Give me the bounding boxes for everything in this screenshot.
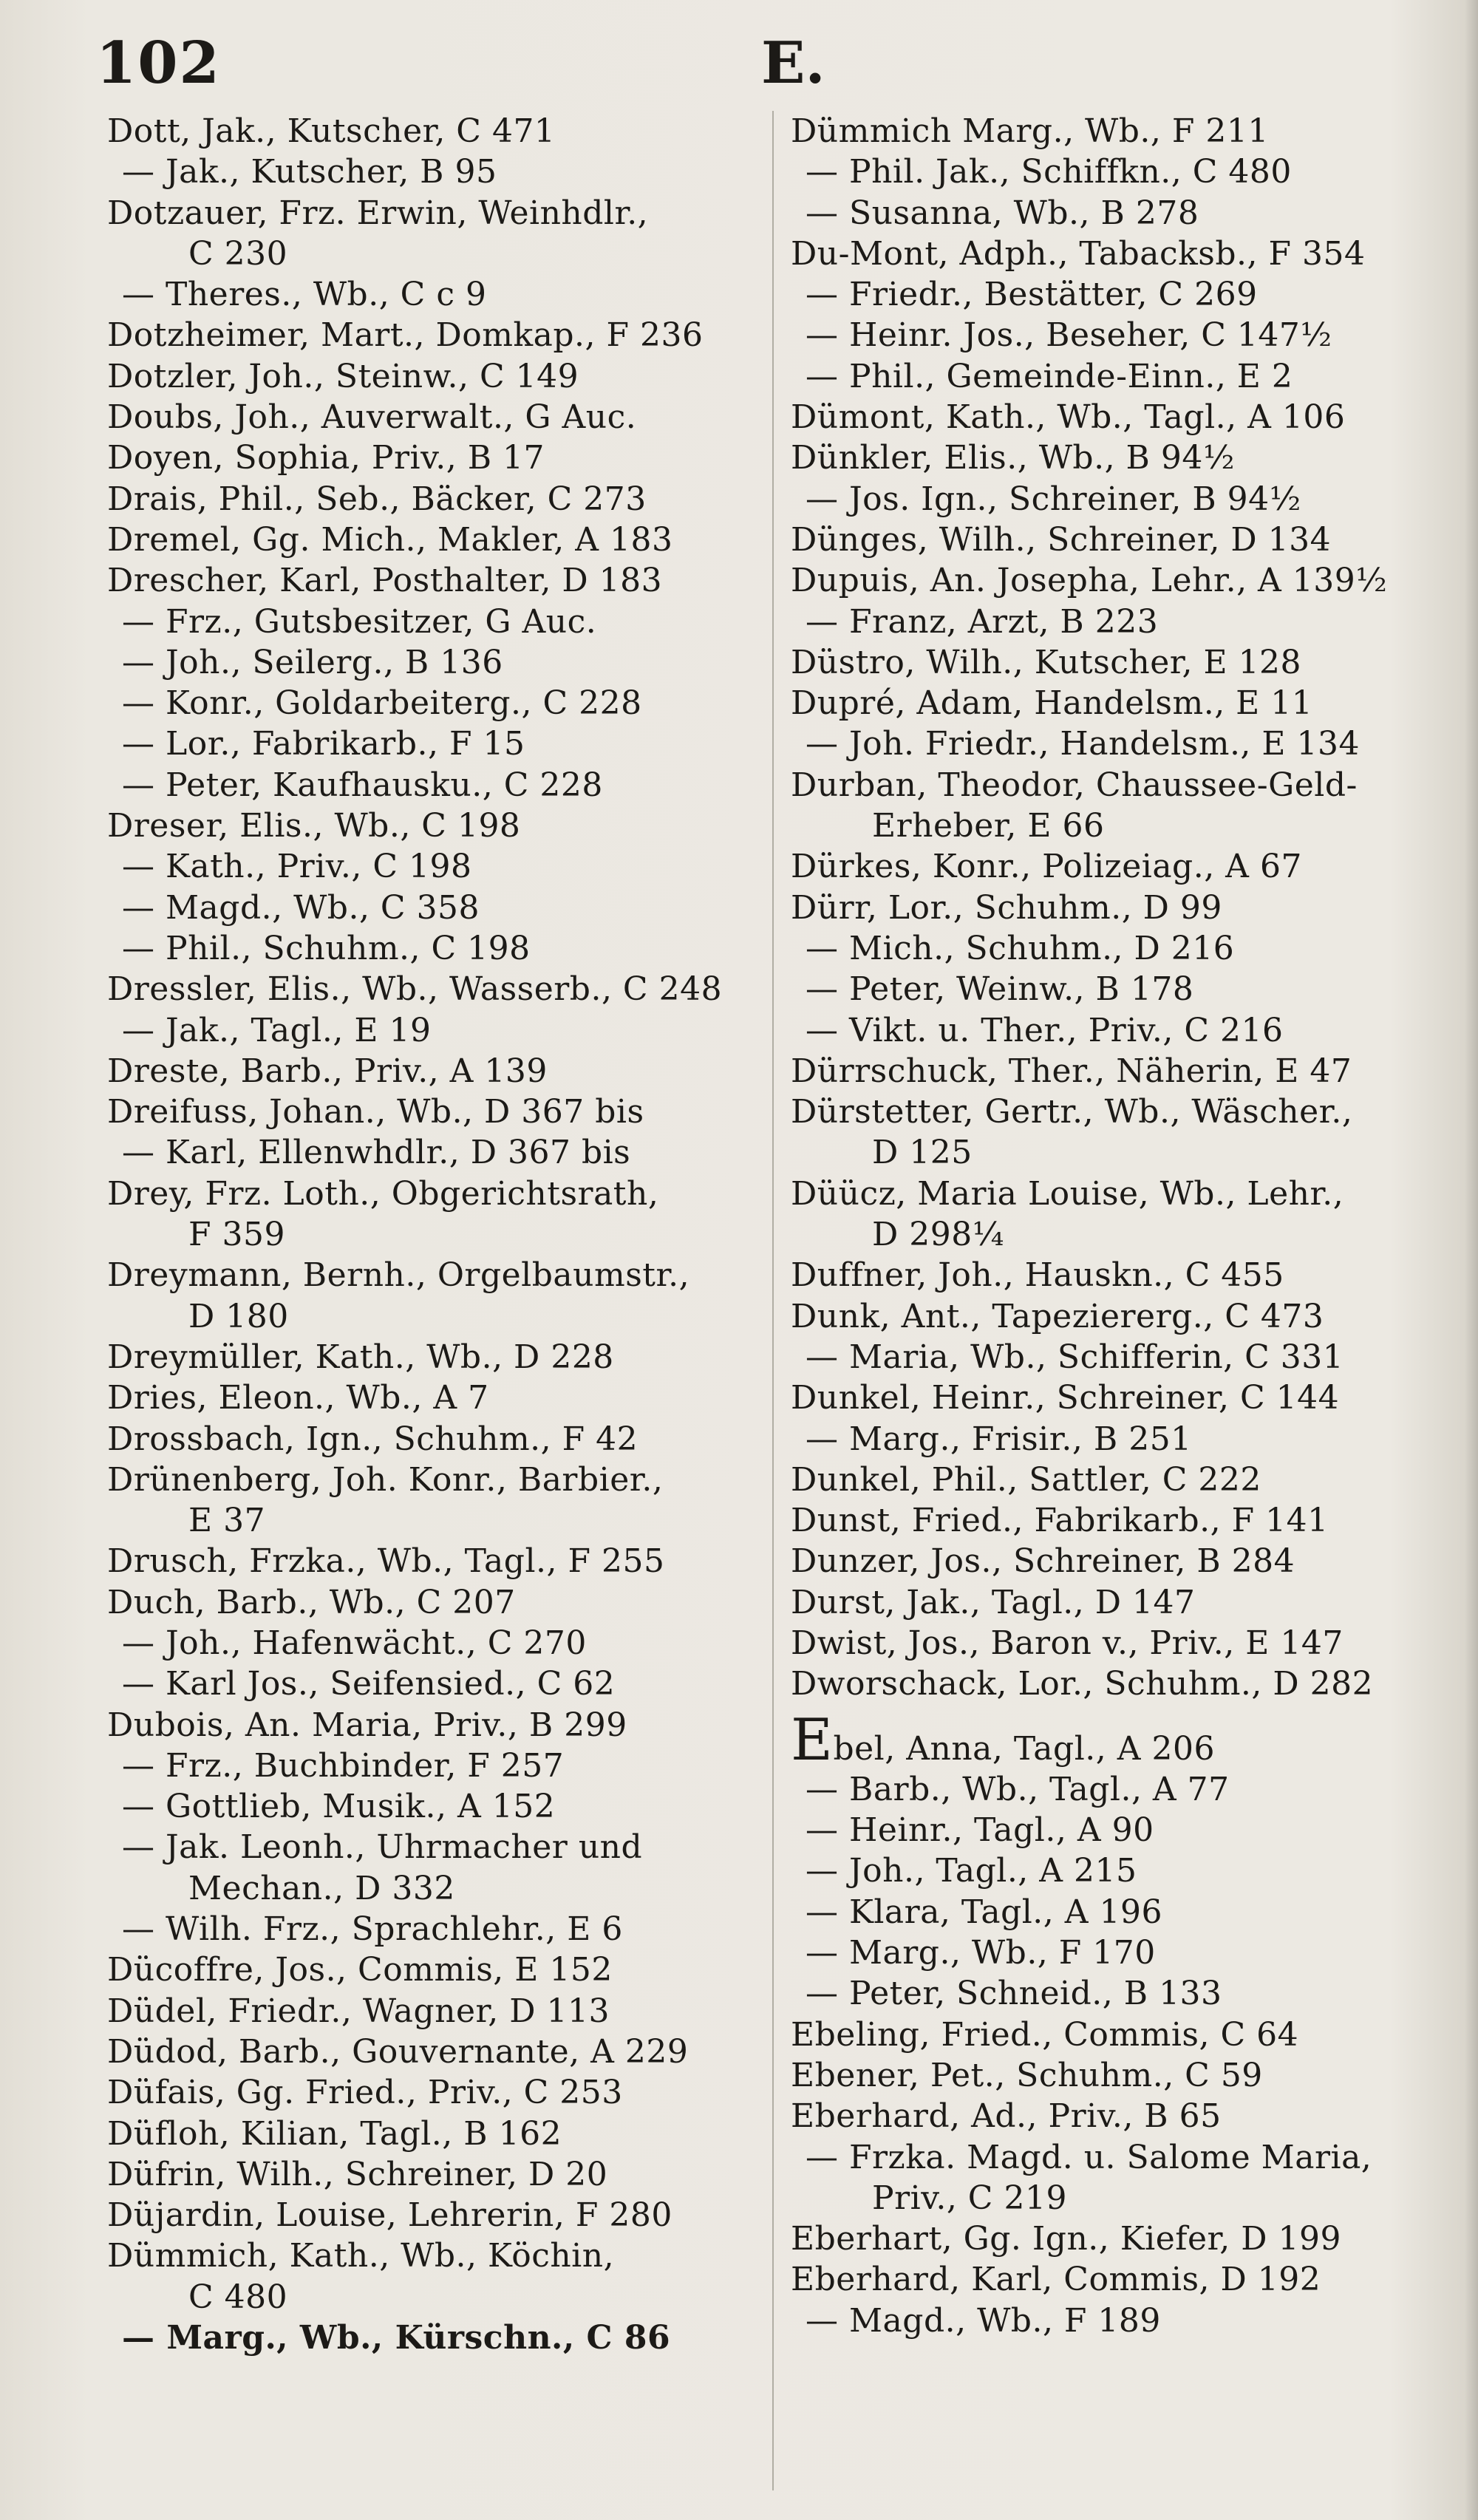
directory-entry: Drünenberg, Joh. Konr., Barbier.,: [107, 1460, 664, 1499]
directory-entry: — Joh., Tagl., A 215: [806, 1852, 1137, 1890]
directory-entry: Dries, Eleon., Wb., A 7: [107, 1379, 489, 1417]
directory-entry: Düdel, Friedr., Wagner, D 113: [107, 1992, 610, 2030]
directory-entry: Eberhard, Karl, Commis, D 192: [791, 2261, 1321, 2299]
directory-entry-continuation: E 37: [188, 1502, 266, 1540]
directory-entry: Dremel, Gg. Mich., Makler, A 183: [107, 520, 673, 559]
directory-entry: Eberhart, Gg. Ign., Kiefer, D 199: [791, 2220, 1341, 2258]
directory-entry: Dürstetter, Gertr., Wb., Wäscher.,: [791, 1093, 1353, 1131]
section-gap: [791, 1705, 1456, 1726]
directory-entry: — Frz., Gutsbesitzer, G Auc.: [122, 602, 597, 641]
directory-entry: — Lor., Fabrikarb., F 15: [122, 725, 525, 763]
directory-entry: — Frz., Buchbinder, F 257: [122, 1746, 565, 1785]
directory-entry-continuation: Erheber, E 66: [872, 807, 1105, 845]
directory-entry: Dotzauer, Frz. Erwin, Weinhdlr.,: [107, 194, 649, 232]
directory-entry: Dürkes, Konr., Polizeiag., A 67: [791, 848, 1302, 886]
directory-entry: Drescher, Karl, Posthalter, D 183: [107, 562, 663, 600]
directory-entry: — Heinr., Tagl., A 90: [806, 1811, 1154, 1850]
directory-entry: — Klara, Tagl., A 196: [806, 1893, 1163, 1931]
directory-entry: — Marg., Wb., Kürschn., C 86: [122, 2319, 671, 2357]
directory-entry: — Gottlieb, Musik., A 152: [122, 1788, 556, 1826]
directory-entry: — Jak., Kutscher, B 95: [122, 153, 497, 191]
directory-entry: Dreymüller, Kath., Wb., D 228: [107, 1338, 614, 1376]
directory-entry: — Vikt. u. Ther., Priv., C 216: [806, 1011, 1284, 1049]
directory-entry: — Jos. Ign., Schreiner, B 94½: [806, 480, 1301, 518]
directory-entry: — Phil., Gemeinde-Einn., E 2: [806, 357, 1293, 395]
directory-entry: Drusch, Frzka., Wb., Tagl., F 255: [107, 1542, 665, 1581]
directory-entry: Düücz, Maria Louise, Wb., Lehr.,: [791, 1174, 1344, 1213]
directory-entry: Duch, Barb., Wb., C 207: [107, 1583, 516, 1621]
directory-entry: — Peter, Kaufhausku., C 228: [122, 766, 603, 804]
directory-entry: Dunkel, Heinr., Schreiner, C 144: [791, 1379, 1340, 1417]
directory-entry: — Mich., Schuhm., D 216: [806, 929, 1235, 967]
directory-entry: Dunk, Ant., Tapeziererg., C 473: [791, 1297, 1324, 1335]
directory-entry: — Magd., Wb., C 358: [122, 888, 480, 927]
directory-entry: Dümmich Marg., Wb., F 211: [791, 112, 1269, 150]
column-divider: [772, 111, 774, 2490]
directory-entry: Dworschack, Lor., Schuhm., D 282: [791, 1665, 1374, 1703]
directory-entry: Dotzler, Joh., Steinw., C 149: [107, 357, 579, 395]
directory-entry: — Wilh. Frz., Sprachlehr., E 6: [122, 1910, 623, 1949]
directory-entry: Dünkler, Elis., Wb., B 94½: [791, 439, 1236, 477]
directory-entry: — Karl Jos., Seifensied., C 62: [122, 1665, 616, 1703]
directory-entry: Dürrschuck, Ther., Näherin, E 47: [791, 1052, 1352, 1090]
directory-entry: — Peter, Weinw., B 178: [806, 970, 1194, 1009]
directory-entry: — Jak., Tagl., E 19: [122, 1011, 432, 1049]
directory-entry: Dotzheimer, Mart., Domkap., F 236: [107, 316, 704, 355]
directory-entry: — Heinr. Jos., Beseher, C 147½: [806, 316, 1332, 355]
directory-entry: — Phil., Schuhm., C 198: [122, 929, 531, 967]
directory-entry-continuation: Priv., C 219: [872, 2179, 1067, 2217]
page-edge-shadow: [1465, 0, 1478, 2520]
directory-entry: Düfrin, Wilh., Schreiner, D 20: [107, 2155, 608, 2193]
directory-entry: — Jak. Leonh., Uhrmacher und: [122, 1828, 643, 1867]
directory-entry: Drais, Phil., Seb., Bäcker, C 273: [107, 480, 647, 518]
directory-entry: — Joh., Hafenwächt., C 270: [122, 1624, 587, 1662]
directory-entry: Dücoffre, Jos., Commis, E 152: [107, 1951, 613, 1989]
directory-entry: Dürr, Lor., Schuhm., D 99: [791, 888, 1222, 927]
directory-entry: — Konr., Goldarbeiterg., C 228: [122, 684, 642, 723]
section-letter: E.: [761, 30, 825, 97]
directory-entry-continuation: D 125: [872, 1134, 973, 1172]
directory-entry: Dünges, Wilh., Schreiner, D 134: [791, 520, 1332, 559]
directory-entry-continuation: C 480: [188, 2278, 288, 2316]
directory-entry: — Phil. Jak., Schiffkn., C 480: [806, 153, 1292, 191]
directory-entry: Durban, Theodor, Chaussee-Geld-: [791, 766, 1358, 804]
directory-entry-continuation: Mechan., D 332: [188, 1869, 455, 1907]
directory-entry: Dümmich, Kath., Wb., Köchin,: [107, 2237, 615, 2275]
directory-entry: Doyen, Sophia, Priv., B 17: [107, 439, 545, 477]
directory-entry: Dunst, Fried., Fabrikarb., F 141: [791, 1502, 1329, 1540]
left-column: [107, 111, 757, 2358]
directory-entry: — Marg., Frisir., B 251: [806, 1420, 1192, 1458]
directory-entry: Düstro, Wilh., Kutscher, E 128: [791, 643, 1302, 681]
page-header: [0, 22, 1478, 103]
directory-entry: — Barb., Wb., Tagl., A 77: [806, 1770, 1230, 1808]
directory-entry: — Frzka. Magd. u. Salome Maria,: [806, 2138, 1372, 2176]
directory-entry: Dreser, Elis., Wb., C 198: [107, 807, 521, 845]
directory-entry: — Joh., Seilerg., B 136: [122, 643, 503, 681]
directory-entry: Dwist, Jos., Baron v., Priv., E 147: [791, 1624, 1344, 1662]
directory-entry: Dunzer, Jos., Schreiner, B 284: [791, 1542, 1295, 1581]
directory-entry: Dunkel, Phil., Sattler, C 222: [791, 1460, 1261, 1499]
directory-entry: — Friedr., Bestätter, C 269: [806, 276, 1258, 314]
directory-entry: Düjardin, Louise, Lehrerin, F 280: [107, 2196, 672, 2235]
directory-entry: Drey, Frz. Loth., Obgerichtsrath,: [107, 1174, 659, 1213]
directory-entry: — Marg., Wb., F 170: [806, 1934, 1156, 1972]
directory-entry: — Franz, Arzt, B 223: [806, 602, 1159, 641]
directory-entry: Ebener, Pet., Schuhm., C 59: [791, 2056, 1263, 2094]
directory-entry: Dupré, Adam, Handelsm., E 11: [791, 684, 1313, 723]
directory-entry: Eberhard, Ad., Priv., B 65: [791, 2097, 1222, 2136]
directory-entry: Dubois, An. Maria, Priv., B 299: [107, 1706, 627, 1744]
directory-entry-continuation: D 298¼: [872, 1216, 1004, 1254]
directory-entry: Dott, Jak., Kutscher, C 471: [107, 112, 556, 150]
directory-entry: Dressler, Elis., Wb., Wasserb., C 248: [107, 970, 723, 1009]
directory-entry: Dreymann, Bernh., Orgelbaumstr.,: [107, 1256, 690, 1295]
directory-entry: Dreifuss, Johan., Wb., D 367 bis: [107, 1093, 644, 1131]
directory-entry: Dupuis, An. Josepha, Lehr., A 139½: [791, 562, 1388, 600]
directory-entry: Dreste, Barb., Priv., A 139: [107, 1052, 548, 1090]
directory-entry: — Kath., Priv., C 198: [122, 848, 472, 886]
directory-entry: — Magd., Wb., F 189: [806, 2301, 1161, 2340]
directory-entry: — Theres., Wb., C c 9: [122, 276, 487, 314]
directory-entry: — Karl, Ellenwhdlr., D 367 bis: [122, 1134, 631, 1172]
directory-entry: Düfais, Gg. Fried., Priv., C 253: [107, 2074, 623, 2112]
directory-entry: Düfloh, Kilian, Tagl., B 162: [107, 2114, 562, 2153]
directory-entry: — Peter, Schneid., B 133: [806, 1975, 1222, 2013]
directory-entry: — Joh. Friedr., Handelsm., E 134: [806, 725, 1360, 763]
right-column: [791, 111, 1456, 2341]
directory-entry: Ebeling, Fried., Commis, C 64: [791, 2015, 1299, 2054]
directory-entry: Dümont, Kath., Wb., Tagl., A 106: [791, 398, 1346, 437]
directory-entry: Durst, Jak., Tagl., D 147: [791, 1583, 1196, 1621]
directory-entry: Ebel, Anna, Tagl., A 206: [791, 1706, 1215, 1774]
directory-entry-continuation: F 359: [188, 1216, 285, 1254]
directory-entry: Duffner, Joh., Hauskn., C 455: [791, 1256, 1284, 1295]
page-number: 102: [96, 30, 221, 97]
directory-entry: — Maria, Wb., Schifferin, C 331: [806, 1338, 1344, 1376]
directory-entry-continuation: C 230: [188, 234, 288, 273]
directory-entry-continuation: D 180: [188, 1297, 289, 1335]
directory-entry: Doubs, Joh., Auverwalt., G Auc.: [107, 398, 637, 437]
directory-entry: — Susanna, Wb., B 278: [806, 194, 1199, 232]
directory-entry: Düdod, Barb., Gouvernante, A 229: [107, 2032, 689, 2071]
directory-entry: Drossbach, Ign., Schuhm., F 42: [107, 1420, 638, 1458]
directory-entry: Du-Mont, Adph., Tabacksb., F 354: [791, 234, 1366, 273]
